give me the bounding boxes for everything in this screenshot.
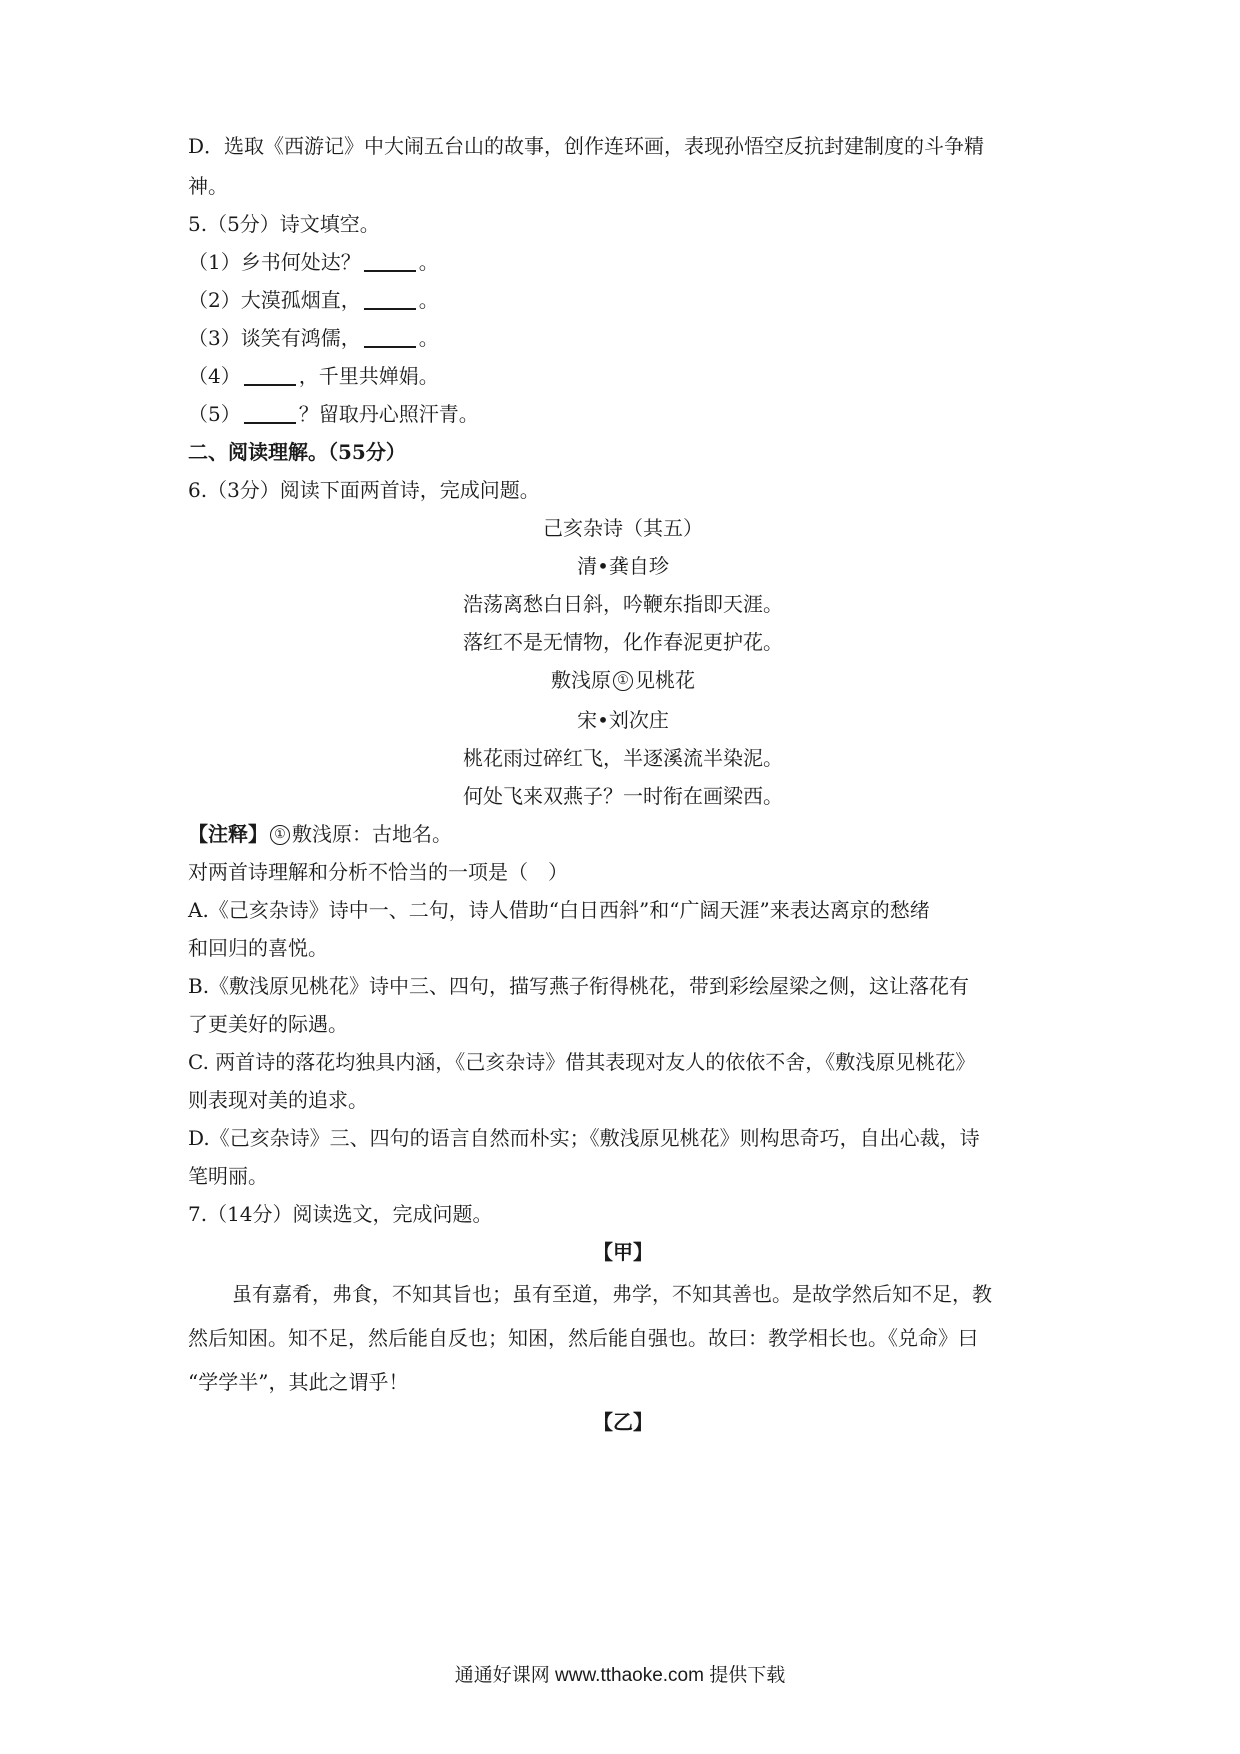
q5-item-5: （5） ？留取丹心照汗青。	[188, 402, 479, 426]
q7-stem: 7.（14分）阅读选文，完成问题。	[188, 1202, 493, 1226]
q6-option-a-line2: 和回归的喜悦。	[188, 936, 328, 960]
poem1-line-1: 浩荡离愁白日斜，吟鞭东指即天涯。	[463, 592, 783, 616]
q6-option-c-line2: 则表现对美的追求。	[188, 1088, 368, 1112]
poem2-author: 宋•刘次庄	[577, 708, 669, 732]
poem2-title: 敷浅原 ① 见桃花	[551, 668, 695, 692]
q5-item-2: （2）大漠孤烟直， 。	[188, 288, 439, 312]
q6-option-c-line1: C. 两首诗的落花均独具内涵，《己亥杂诗》借其表现对友人的依依不舍，《敷浅原见桃花》	[188, 1050, 976, 1074]
answer-blank	[244, 404, 296, 424]
q6-option-b-line1: B.《敷浅原见桃花》诗中三、四句，描写燕子衔得桃花，带到彩绘屋梁之侧，这让落花有	[188, 974, 970, 998]
q6-stem: 6.（3分）阅读下面两首诗，完成问题。	[188, 478, 540, 502]
passage-jia-line-2: 然后知困。知不足，然后能自反也；知困，然后能自强也。故曰：教学相长也。《兑命》曰	[188, 1326, 978, 1350]
q6-option-d-line1: D.《己亥杂诗》三、四句的语言自然而朴实；《敷浅原见桃花》则构思奇巧，自出心裁，诗	[188, 1126, 980, 1150]
footnote-marker: ①	[270, 825, 290, 845]
passage-yi-label: 【乙】	[593, 1410, 653, 1434]
poem1-author: 清•龚自珍	[577, 554, 669, 578]
q6-option-b-line2: 了更美好的际遇。	[188, 1012, 348, 1036]
answer-blank	[364, 252, 416, 272]
poem2-line-1: 桃花雨过碎红飞，半逐溪流半染泥。	[463, 746, 783, 770]
q4-option-d-line2: 神。	[188, 174, 228, 198]
q4-option-d-line1: D．选取《西游记》中大闹五台山的故事，创作连环画，表现孙悟空反抗封建制度的斗争精	[188, 134, 985, 158]
passage-jia-line-3: “学学半”，其此之谓乎！	[188, 1370, 409, 1394]
passage-jia-line-1: 虽有嘉肴，弗食，不知其旨也；虽有至道，弗学，不知其善也。是故学然后知不足，教	[232, 1282, 992, 1306]
poem1-title: 己亥杂诗（其五）	[543, 516, 703, 540]
q5-item-1: （1）乡书何处达？ 。	[188, 250, 439, 274]
answer-blank	[244, 366, 296, 386]
q5-item-4: （4） ，千里共婵娟。	[188, 364, 439, 388]
q5-stem: 5.（5分）诗文填空。	[188, 212, 380, 236]
q6-question: 对两首诗理解和分析不恰当的一项是（ ）	[188, 860, 568, 884]
poem1-line-2: 落红不是无情物，化作春泥更护花。	[463, 630, 783, 654]
section-2-title: 二、阅读理解。（55分）	[188, 440, 406, 464]
poem2-line-2: 何处飞来双燕子？一时衔在画梁西。	[463, 784, 783, 808]
q5-item-3: （3）谈笑有鸿儒， 。	[188, 326, 439, 350]
q6-option-a-line1: A.《己亥杂诗》诗中一、二句，诗人借助“白日西斜”和“广阔天涯”来表达离京的愁绪	[188, 898, 930, 922]
passage-jia-label: 【甲】	[593, 1240, 653, 1264]
q6-note: 【注释】 ① 敷浅原：古地名。	[188, 822, 452, 846]
document-page	[188, 0, 1058, 1754]
answer-blank	[364, 290, 416, 310]
answer-blank	[364, 328, 416, 348]
q6-option-d-line2: 笔明丽。	[188, 1164, 268, 1188]
footnote-marker: ①	[613, 671, 633, 691]
page-footer: 通通好课网 www.tthaoke.com 提供下载	[454, 1665, 786, 1686]
